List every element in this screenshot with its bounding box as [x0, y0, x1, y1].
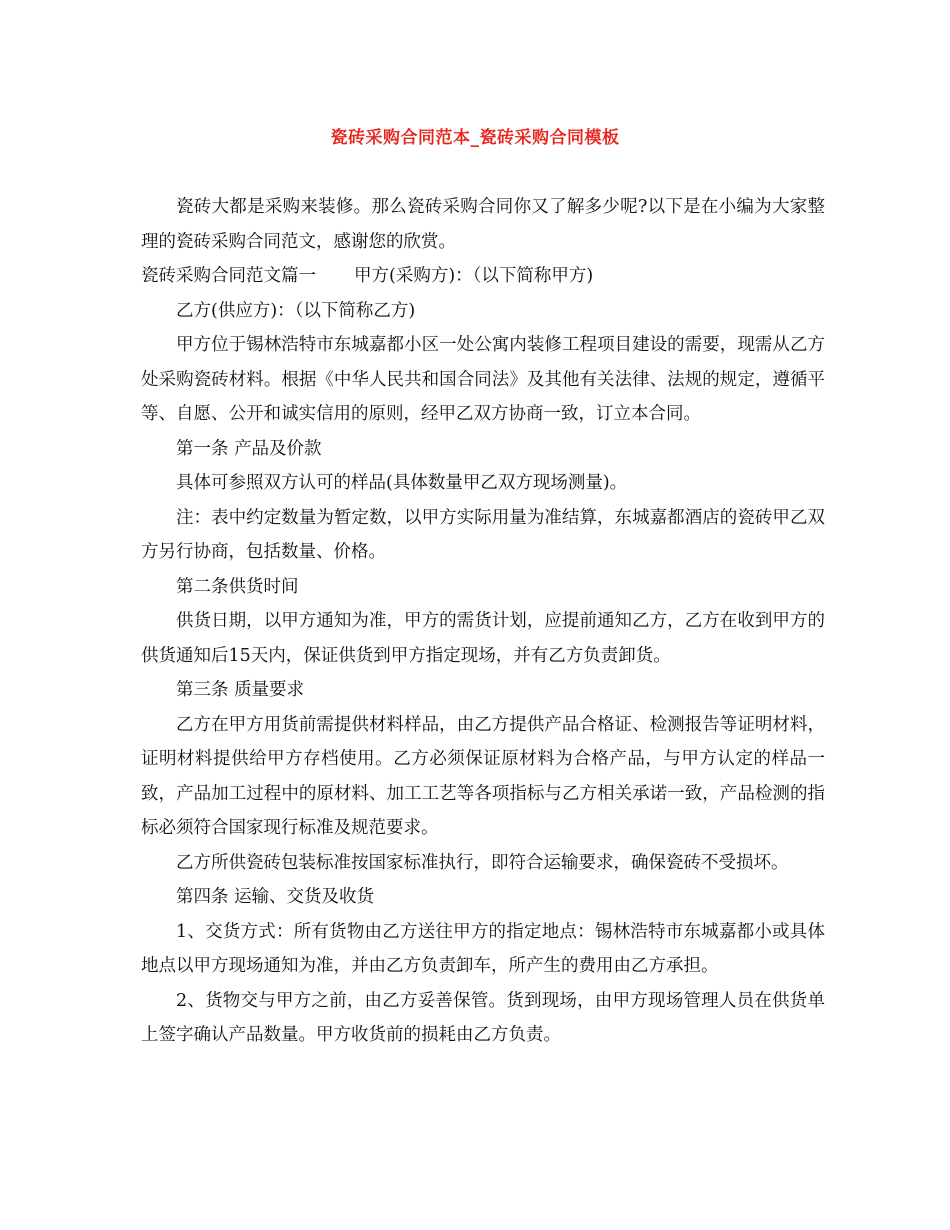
article-4-heading: 第四条 运输、交货及收货	[176, 887, 375, 907]
article-3-paragraph-2: 乙方所供瓷砖包装标准按国家标准执行，即符合运输要求，确保瓷砖不受损坏。	[176, 852, 789, 873]
party-a-line: 甲方(采购方)：（以下简称甲方)	[354, 266, 594, 286]
intro-paragraph: 瓷砖大都是采购来装修。那么瓷砖采购合同你又了解多少呢?以下是在小编为大家整理的瓷砖采购合同范文，感谢您的欣赏。	[141, 197, 825, 252]
article-4-paragraph-1: 1、交货方式：所有货物由乙方送往甲方的指定地点：锡林浩特市东城嘉都小或具体地点以甲方现场通知为准，并由乙方负责卸车，所产生的费用由乙方承担。	[141, 921, 825, 976]
section-label: 瓷砖采购合同范文篇一	[141, 266, 316, 286]
article-1-paragraph: 具体可参照双方认可的样品(具体数量甲乙双方现场测量)。	[176, 473, 628, 493]
article-2-paragraph: 供货日期，以甲方通知为准，甲方的需货计划，应提前通知乙方，乙方在收到甲方的供货通知后15天内，保证供货到甲方指定现场，并有乙方负责卸货。	[141, 611, 825, 666]
document-body	[141, 190, 825, 1053]
party-b-line: 乙方(供应方)：（以下简称乙方)	[176, 300, 416, 321]
article-1-heading: 第一条 产品及价款	[176, 438, 322, 459]
article-2-heading: 第二条供货时间	[176, 576, 299, 597]
article-4-paragraph-2: 2、货物交与甲方之前，由乙方妥善保管。货到现场，由甲方现场管理人员在供货单上签字确认产品数量。甲方收货前的损耗由乙方负责。	[141, 990, 825, 1045]
preamble-paragraph: 甲方位于锡林浩特市东城嘉都小区一处公寓内装修工程项目建设的需要，现需从乙方处采购瓷砖材料。根据《中华人民共和国合同法》及其他有关法律、法规的规定，遵循平等、自愿、公开和诚实信用的原则，经甲乙双方协商一致，订立本合同。	[141, 335, 825, 424]
article-1-note: 注：表中约定数量为暂定数，以甲方实际用量为准结算，东城嘉都酒店的瓷砖甲乙双方另行协商，包括数量、价格。	[141, 507, 825, 562]
document-title: 瓷砖采购合同范本_瓷砖采购合同模板	[330, 128, 620, 148]
article-3-heading: 第三条 质量要求	[176, 680, 305, 700]
section-heading-line	[141, 259, 825, 294]
article-3-paragraph-1: 乙方在甲方用货前需提供材料样品，由乙方提供产品合格证、检测报告等证明材料，证明材料提供给甲方存档使用。乙方必须保证原材料为合格产品，与甲方认定的样品一致，产品加工过程中的原材料、加工工艺等各项指标与乙方相关承诺一致，产品检测的指标必须符合国家现行标准及规范要求。	[141, 714, 825, 838]
